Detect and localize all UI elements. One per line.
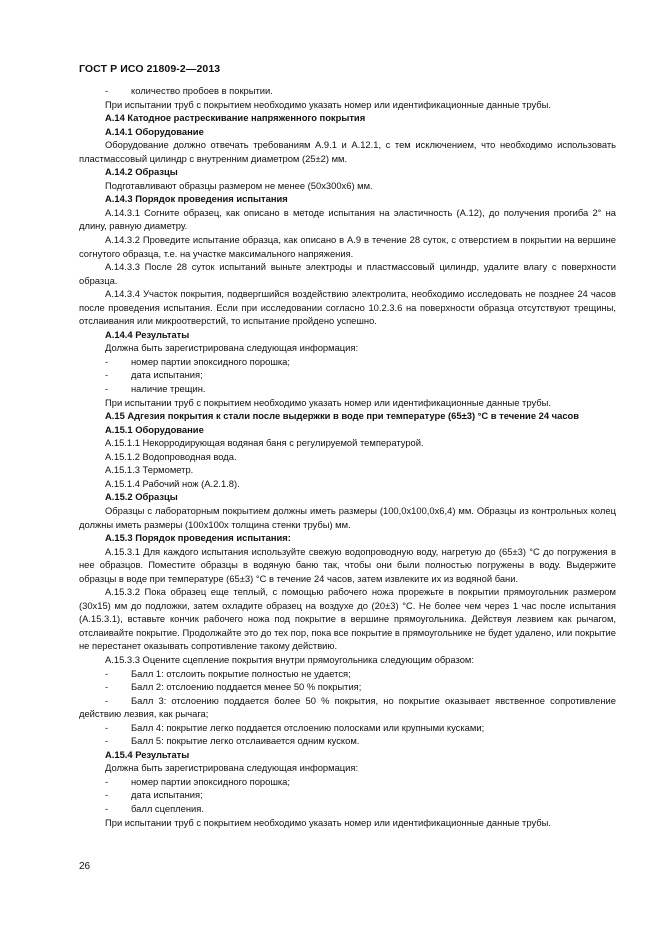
section-heading: A.15.3 Порядок проведения испытания:	[105, 532, 291, 544]
paragraph: A.15.1.1 Некорродирующая водяная баня с регулируемой температурой.	[105, 437, 424, 449]
section-heading: A.14.2 Образцы	[105, 166, 178, 178]
list-item: - дата испытания;	[105, 789, 203, 801]
paragraph: A.15.1.2 Водопроводная вода.	[105, 450, 237, 462]
list-item: - Балл 2: отслоению поддается менее 50 % покрытия;	[105, 681, 362, 693]
list-item: - Балл 5: покрытие легко отслаивается одним куском.	[105, 735, 360, 747]
list-item: - балл сцепления.	[105, 802, 204, 814]
list-item: - номер партии эпоксидного порошка;	[105, 775, 291, 787]
list-item: - номер партии эпоксидного порошка;	[105, 355, 291, 367]
paragraph: Образцы с лабораторным покрытием должны иметь размеры (100,0x100,0x6,4) мм. Образцы из контрольных колец должны иметь размеры (100x100x толщина стенки трубы) мм.	[79, 504, 616, 530]
paragraph: A.15.1.4 Рабочий нож (А.2.1.8).	[105, 477, 240, 489]
paragraph: При испытании труб с покрытием необходимо указать номер или идентификационные данные трубы.	[105, 816, 551, 828]
document-body	[79, 84, 616, 829]
list-item: - дата испытания;	[105, 369, 203, 381]
section-heading: A.15.4 Результаты	[105, 748, 190, 760]
section-heading: A.14.1 Оборудование	[105, 125, 204, 137]
section-heading: A.15 Адгезия покрытия к стали после выдержки в воде при температуре (65±3) °C в течение 24 часов	[105, 410, 580, 422]
paragraph: A.14.3.1 Согните образец, как описано в методе испытания на эластичность (А.12), до получения прогиба 2° на длину, равную диаметру.	[79, 206, 616, 232]
list-item: - количество пробоев в покрытии.	[105, 85, 273, 96]
list-item: - Балл 3: отслоению поддается более 50 % покрытия, но покрытие оказывает явственное сопротивление действию лезвия, как рычага;	[79, 694, 616, 720]
paragraph: Должна быть зарегистрирована следующая информация:	[105, 762, 359, 774]
section-heading: A.14.4 Результаты	[105, 328, 190, 340]
paragraph: При испытании труб с покрытием необходимо указать номер или идентификационные данные трубы.	[105, 396, 551, 408]
list-item: - наличие трещин.	[105, 383, 206, 395]
list-item: - Балл 1: отслоить покрытие полностью не удается;	[105, 667, 351, 679]
paragraph: A.14.3.2 Проведите испытание образца, как описано в А.9 в течение 28 суток, с отверстием в покрытии на вершине согнутого образца, т.е. на участке максимального напряжения.	[79, 234, 616, 259]
paragraph: A.15.3.2 Пока образец еще теплый, с помощью рабочего ножа прорежьте в покрытии прямоугольник размером (30x15) мм до подложки, затем охладите образец на воздухе до (20±3) °C. Не более чем через 1 час после испытания (А.15.3.1), вставьте кончик рабочего ножа под покрытие в вершине прямоугольника. Действуя лезвием как рычагом, отслаивайте покрытие. Продолжайте это до тех пор, пока все покрытие в прямоугольнике не будет удалено, или покрытие не перестанет оказывать сопротивление такому действию.	[79, 586, 616, 652]
document-header: ГОСТ Р ИСО 21809-2—2013	[79, 63, 221, 75]
section-heading: A.15.2 Образцы	[105, 491, 178, 503]
section-heading: A.14.3 Порядок проведения испытания	[105, 193, 288, 205]
paragraph: При испытании труб с покрытием необходимо указать номер или идентификационные данные трубы.	[105, 98, 551, 110]
paragraph: A.15.3.3 Оцените сцепление покрытия внутри прямоугольника следующим образом:	[105, 653, 474, 665]
paragraph: Должна быть зарегистрирована следующая информация:	[105, 342, 359, 354]
section-heading: A.14 Катодное растрескивание напряженного покрытия	[105, 112, 366, 124]
paragraph: Оборудование должно отвечать требованиям А.9.1 и А.12.1, с тем исключением, что необходимо использовать пластмассовый цилиндр с внутренним диаметром (25±2) мм.	[79, 139, 616, 164]
paragraph: A.15.3.1 Для каждого испытания используйте свежую водопроводную воду, нагретую до (65±3) °C до погружения в нее образцов. Поместите образцы в водяную баню так, чтобы они были полностью погружены в воду. Выдержите образцы в воде при температуре (65±3) °C в течение 24 часов, затем извлеките их из водяной бани.	[79, 545, 616, 584]
page-number: 26	[79, 861, 91, 872]
paragraph: A.14.3.3 После 28 суток испытаний выньте электроды и пластмассовый цилиндр, удалите влагу с поверхности образца.	[79, 261, 616, 286]
section-heading: A.15.1 Оборудование	[105, 423, 204, 435]
paragraph: A.14.3.4 Участок покрытия, подвергшийся воздействию электролита, необходимо исследовать не позднее 24 часов после проведения испытания. Если при исследовании согласно 10.2.3.6 на поверхности образца отсутствуют трещины, отслаивания или микроотверстий, то испытание пройдено успешно.	[79, 288, 616, 327]
list-item: - Балл 4: покрытие легко поддается отслоению полосками или крупными кусками;	[105, 721, 485, 733]
paragraph: A.15.1.3 Термометр.	[105, 464, 194, 476]
paragraph: Подготавливают образцы размером не менее (50x300x6) мм.	[105, 179, 373, 191]
